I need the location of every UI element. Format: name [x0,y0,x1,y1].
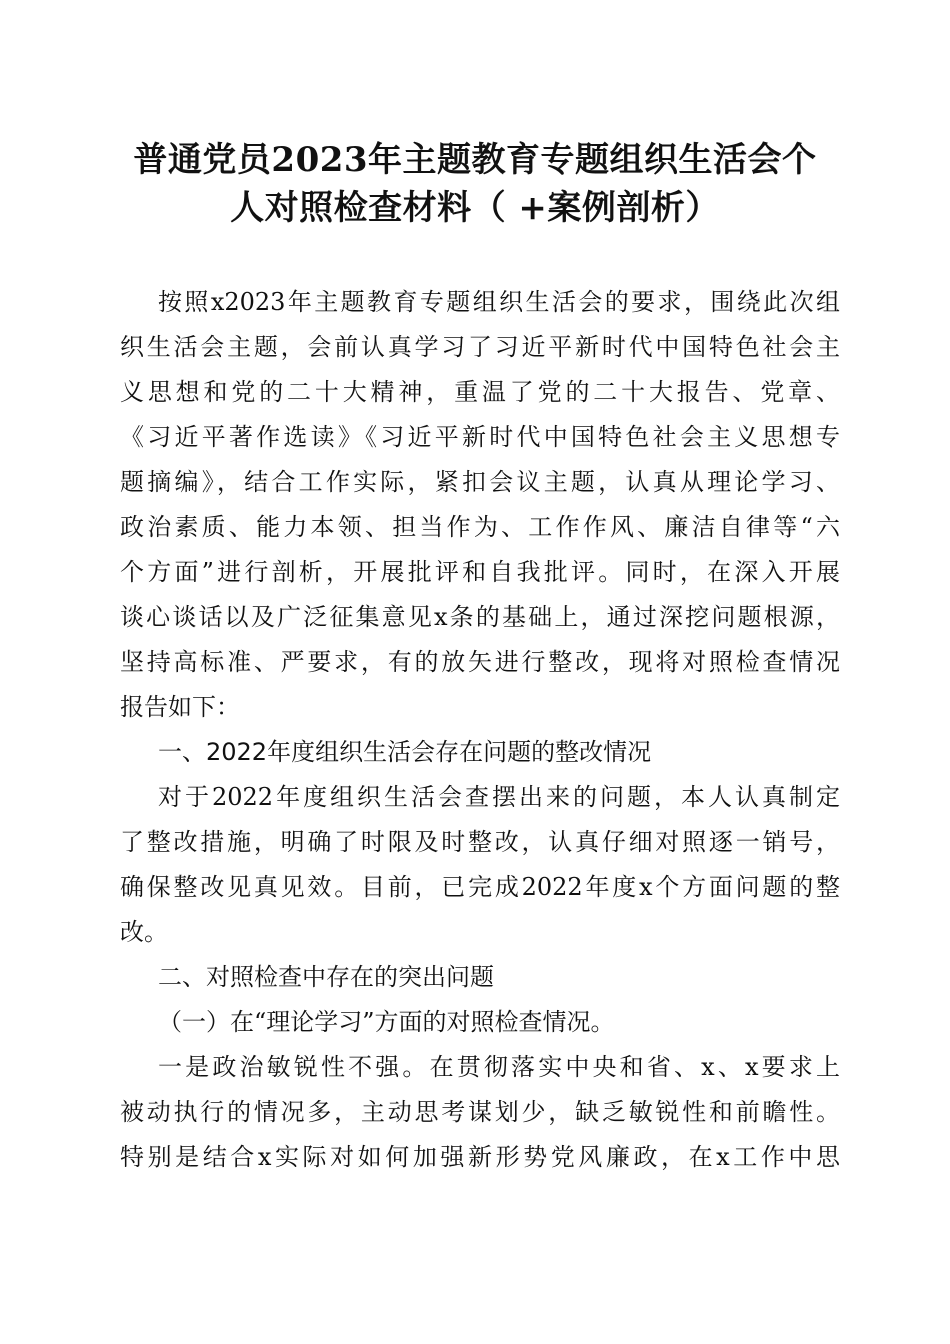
document-body [120,280,840,1180]
intro-line: 坚持高标准、严要求，有的放矢进行整改，现将对照检查情况 [120,648,840,676]
section1-paragraph [120,775,840,955]
section1-line: 对于2022年度组织生活会查摆出来的问题，本人认真制定 [158,783,840,811]
intro-line: 个方面”进行剖析，开展批评和自我批评。同时，在深入开展 [120,558,840,586]
intro-line: 织生活会主题，会前认真学习了习近平新时代中国特色社会主 [120,333,840,361]
section-heading-1: 一、2022年度组织生活会存在问题的整改情况 [158,738,652,766]
title-line-1: 普通党员2023年主题教育专题组织生活会个 [133,140,817,180]
section2-line: 特别是结合x实际对如何加强新形势党风廉政，在x工作中思 [120,1143,840,1171]
intro-line: 题摘编》，结合工作实际，紧扣会议主题，认真从理论学习、 [120,468,840,496]
section1-line: 改。 [120,918,168,946]
intro-line: 按照x2023年主题教育专题组织生活会的要求，围绕此次组 [158,288,840,316]
intro-line: 谈心谈话以及广泛征集意见x条的基础上，通过深挖问题根源， [120,603,840,631]
intro-paragraph [120,280,840,730]
section2-line: 一是政治敏锐性不强。在贯彻落实中央和省、x、x要求上 [158,1053,840,1081]
intro-line: 报告如下： [120,693,240,721]
title-line-2: 人对照检查材料（ +案例剖析） [230,188,720,228]
intro-line: 政治素质、能力本领、担当作为、工作作风、廉洁自律等“六 [120,513,840,541]
intro-line: 《习近平著作选读》《习近平新时代中国特色社会主义思想专 [120,423,840,451]
intro-line: 义思想和党的二十大精神，重温了党的二十大报告、党章、 [120,378,840,406]
section1-line: 了整改措施，明确了时限及时整改，认真仔细对照逐一销号， [120,828,840,856]
subheading-theory-study: （一）在“理论学习”方面的对照检查情况。 [158,1008,615,1036]
section2-line: 被动执行的情况多，主动思考谋划少，缺乏敏锐性和前瞻性。 [120,1098,840,1126]
section-heading-2: 二、对照检查中存在的突出问题 [158,963,494,991]
section1-line: 确保整改见真见效。目前，已完成2022年度x个方面问题的整 [120,873,840,901]
document-title [100,136,850,232]
section2-paragraph [120,1045,840,1180]
